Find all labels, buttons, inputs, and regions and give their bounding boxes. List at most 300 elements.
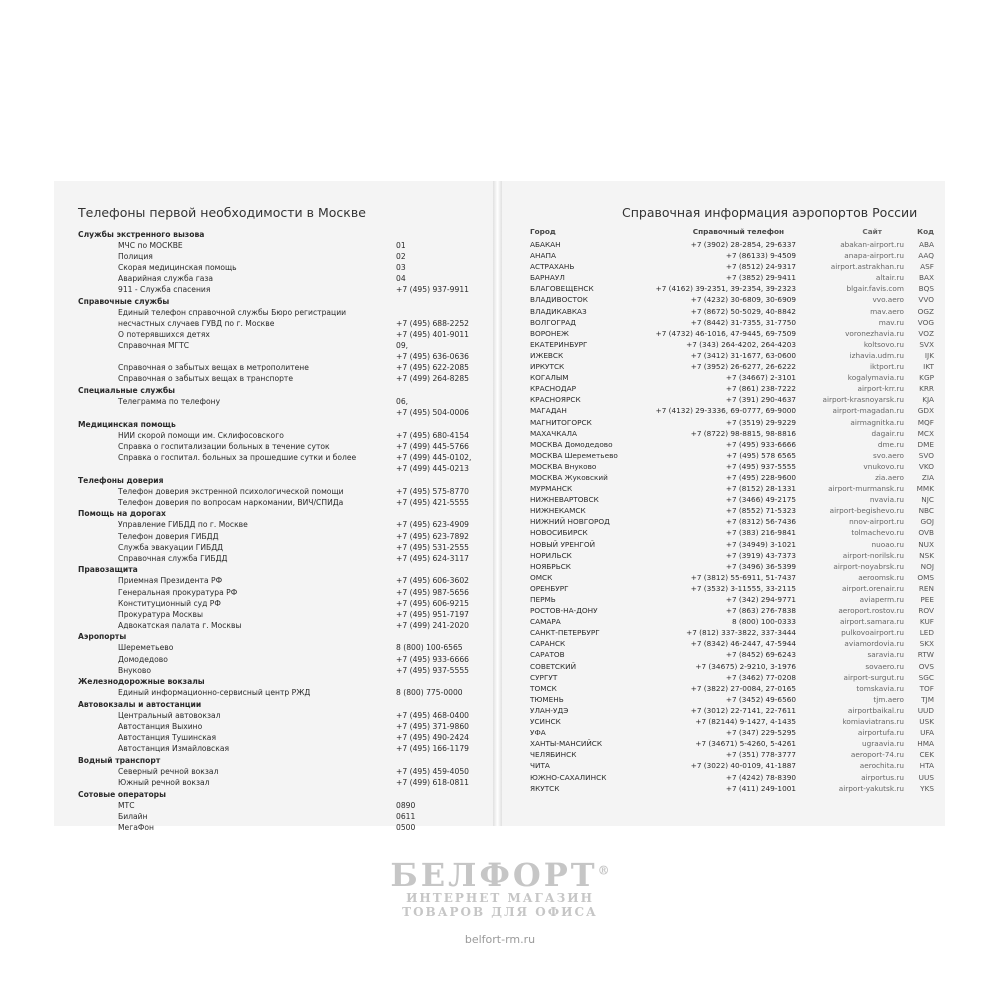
phone-entry <box>78 329 488 340</box>
service-name: Служба эвакуации ГИБДД <box>118 542 224 552</box>
airport-code: KUF <box>919 617 934 627</box>
airport-site: blgair.favis.com <box>846 284 904 294</box>
section-heading <box>78 699 488 710</box>
airport-code: OVB <box>918 528 934 538</box>
airport-city: НОЯБРЬСК <box>530 561 571 571</box>
airport-site: koltsovo.ru <box>863 339 904 349</box>
airport-row <box>530 505 934 516</box>
service-phone: +7 (499) 445-0102, <box>396 452 472 462</box>
airport-city: САМАРА <box>530 617 561 627</box>
airport-code: HMA <box>917 739 934 749</box>
airport-code: OVS <box>918 661 934 671</box>
section-title: Железнодорожные вокзалы <box>78 677 205 687</box>
airport-phone: +7 (8552) 71-5323 <box>725 506 796 516</box>
airport-row <box>530 727 934 738</box>
airport-phone: +7 (4132) 29-3336, 69-0777, 69-9000 <box>655 406 796 416</box>
service-name: Справочная о забытых вещах в метрополитене <box>118 363 309 373</box>
phone-entry <box>78 284 488 295</box>
section-title: Сотовые операторы <box>78 789 166 799</box>
airport-phone: +7 (3519) 29-9229 <box>725 417 796 427</box>
watermark-logo-text: БЕЛФОРТ <box>390 856 598 894</box>
airport-row <box>530 294 934 305</box>
airport-code: RTW <box>917 650 934 660</box>
airport-site: voronezhavia.ru <box>845 328 904 338</box>
airport-site: mav.ru <box>878 317 904 327</box>
airport-site: airport-krr.ru <box>857 384 904 394</box>
airport-city: САНКТ-ПЕТЕРБУРГ <box>530 628 600 638</box>
airport-code: UFA <box>920 728 934 738</box>
airport-site: airport.samara.ru <box>839 617 904 627</box>
airport-site: airport-murmansk.ru <box>828 484 904 494</box>
airport-site: airport-yakutsk.ru <box>838 783 904 793</box>
airport-code: VOG <box>917 317 934 327</box>
airport-city: СУРГУТ <box>530 672 558 682</box>
airport-code: SVO <box>918 450 934 460</box>
service-name: Внуково <box>118 665 152 675</box>
airport-city: ВОРОНЕЖ <box>530 328 569 338</box>
airport-site: izhavia.udm.ru <box>849 350 904 360</box>
phone-entry <box>78 710 488 721</box>
phone-entry <box>78 654 488 665</box>
airport-row <box>530 361 934 372</box>
airport-phone: +7 (8722) 98-8815, 98-8816 <box>690 428 796 438</box>
airport-city: МОСКВА Внуково <box>530 461 597 471</box>
airport-code: IJK <box>924 350 934 360</box>
airport-code: NSK <box>919 550 934 560</box>
airport-phone: +7 (3532) 3-11555, 33-2115 <box>690 583 796 593</box>
airport-city: МАГНИТОГОРСК <box>530 417 592 427</box>
airport-row <box>530 705 934 716</box>
airport-phone: +7 (8312) 56-7436 <box>725 517 796 527</box>
service-name: Скорая медицинская помощь <box>118 262 237 272</box>
airport-phone: +7 (4732) 46-1016, 47-9445, 69-7509 <box>655 328 796 338</box>
phone-entry <box>78 542 488 553</box>
service-phone: +7 (499) 618-0811 <box>396 778 470 788</box>
airport-code: PEE <box>920 595 934 604</box>
airport-row <box>530 561 934 572</box>
section-title: Аэропорты <box>78 632 127 642</box>
airport-city: НИЖНЕВАРТОВСК <box>530 495 599 505</box>
phone-entry <box>78 620 488 631</box>
airport-row <box>530 749 934 760</box>
section-heading <box>78 508 488 519</box>
phone-entry <box>78 362 488 373</box>
service-phone: +7 (495) 622-2085 <box>396 363 470 373</box>
airport-phone: +7 (34671) 5-4260, 5-4261 <box>695 739 796 749</box>
service-name: Домодедово <box>118 654 168 664</box>
airport-city: УСИНСК <box>530 717 561 727</box>
airport-city: УЛАН-УДЭ <box>530 705 569 715</box>
airport-row <box>530 649 934 660</box>
service-phone: 06, <box>396 396 409 406</box>
airport-site: aeroomsk.ru <box>858 572 904 582</box>
phone-entry <box>78 441 488 452</box>
service-name: Приемная Президента РФ <box>118 576 223 586</box>
header-phone: Справочный телефон <box>692 227 784 236</box>
airport-code: AAQ <box>918 251 934 261</box>
airport-city: БЛАГОВЕЩЕНСК <box>530 284 594 294</box>
service-name: Управление ГИБДД по г. Москве <box>118 520 248 530</box>
airport-code: BAX <box>919 273 934 283</box>
service-name: НИИ скорой помощи им. Склифосовского <box>118 430 284 440</box>
airport-code: SKX <box>919 639 934 649</box>
section-heading <box>78 676 488 687</box>
airport-site: altair.ru <box>875 273 904 283</box>
phone-entry <box>78 800 488 811</box>
section-heading <box>78 229 488 240</box>
service-phone: 8 (800) 775-0000 <box>396 688 463 698</box>
header-city: Город <box>530 227 556 236</box>
airport-phone: +7 (3822) 27-0084, 27-0165 <box>690 683 796 693</box>
service-phone: +7 (495) 680-4154 <box>396 430 470 440</box>
airport-city: НИЖНЕКАМСК <box>530 506 586 516</box>
airport-site: airport-surgut.ru <box>843 672 904 682</box>
service-name: Справка о госпитализации больных в течение суток <box>118 441 330 451</box>
airport-row <box>530 428 934 439</box>
phone-entry <box>78 553 488 564</box>
service-name: Телефон доверия по вопросам наркомании, ВИЧ/СПИДа <box>118 497 344 507</box>
section-heading <box>78 755 488 766</box>
airport-code: CEK <box>919 750 934 760</box>
airport-city: САРАНСК <box>530 639 566 649</box>
section-heading <box>78 564 488 575</box>
service-phone: +7 (495) 371-9860 <box>396 722 470 732</box>
airport-table-header <box>530 227 934 238</box>
airport-site: airportufa.ru <box>857 728 904 738</box>
airport-row <box>530 716 934 727</box>
section-title: Помощь на дорогах <box>78 509 166 519</box>
airport-site: airport-norilsk.ru <box>842 550 904 560</box>
airport-phone: +7 (8512) 24-9317 <box>725 262 796 272</box>
airport-code: REN <box>918 583 934 593</box>
airport-phone: +7 (34667) 2-3101 <box>725 373 796 383</box>
airport-row <box>530 461 934 472</box>
service-name: Аварийная служба газа <box>118 273 214 283</box>
airport-row <box>530 272 934 283</box>
section-heading <box>78 789 488 800</box>
airport-code: BQS <box>918 284 934 294</box>
service-phone: +7 (495) 421-5555 <box>396 497 470 507</box>
service-name: Справочная МГТС <box>118 340 190 350</box>
airport-site: pulkovoairport.ru <box>841 628 904 638</box>
registered-mark: ® <box>597 863 610 878</box>
phone-entry <box>78 340 488 351</box>
airport-site: svo.aero <box>872 450 904 460</box>
service-phone: +7 (495) 504-0006 <box>396 408 470 417</box>
airport-phone: +7 (34675) 2-9210, 3-1976 <box>695 661 796 671</box>
airport-phone: +7 (3812) 55-6911, 51-7437 <box>690 572 796 582</box>
airport-row <box>530 383 934 394</box>
airport-city: САРАТОВ <box>530 650 565 660</box>
section-title: Правозащита <box>78 565 138 575</box>
airport-site: zia.aero <box>875 472 904 482</box>
right-page <box>502 181 945 826</box>
section-title: Справочные службы <box>78 296 170 306</box>
airport-city: РОСТОВ-НА-ДОНУ <box>530 606 598 616</box>
phone-entry <box>78 721 488 732</box>
airport-phone: +7 (8152) 28-1331 <box>725 484 796 494</box>
airport-row <box>530 627 934 638</box>
airport-row <box>530 417 934 428</box>
service-name: Автостанция Тушинская <box>118 733 217 743</box>
phone-entry <box>78 486 488 497</box>
service-name: 911 - Служба спасения <box>118 284 211 294</box>
phone-entry <box>78 777 488 788</box>
service-name: МЧС по МОСКВЕ <box>118 240 183 250</box>
airport-phone: +7 (34949) 3-1021 <box>725 539 796 549</box>
service-phone: +7 (495) 490-2424 <box>396 733 470 743</box>
airport-row <box>530 572 934 583</box>
section-title: Специальные службы <box>78 385 176 395</box>
airport-site: aviaperm.ru <box>859 595 904 604</box>
airport-site: sovaero.ru <box>865 661 904 671</box>
airport-row <box>530 317 934 328</box>
airport-city: ЮЖНО-САХАЛИНСК <box>530 772 607 782</box>
airport-site: saravia.ru <box>867 650 904 660</box>
airport-code: KRR <box>919 384 934 394</box>
airport-site: airportbaikal.ru <box>847 705 904 715</box>
section-title: Автовокзалы и автостанции <box>78 699 202 709</box>
airport-code: NJC <box>921 495 934 505</box>
airport-city: ОРЕНБУРГ <box>530 583 569 593</box>
left-page-title: Телефоны первой необходимости в Москве <box>78 205 366 220</box>
airport-city: КРАСНОЯРСК <box>530 395 581 405</box>
airport-phone: +7 (3462) 77-0208 <box>725 672 796 682</box>
service-phone: +7 (495) 459-4050 <box>396 767 470 776</box>
airport-site: iktport.ru <box>869 362 904 372</box>
airport-city: ЧЕЛЯБИНСК <box>530 750 577 760</box>
airport-site: nuoao.ru <box>871 539 904 549</box>
service-phone: +7 (499) 241-2020 <box>396 620 470 630</box>
phone-entry <box>78 497 488 508</box>
airport-code: LED <box>919 628 934 638</box>
service-name: Автостанция Измайловская <box>118 744 230 754</box>
airport-phone: +7 (495) 228-9600 <box>725 472 796 482</box>
page-gutter <box>493 181 502 826</box>
airport-code: USK <box>919 717 934 727</box>
airport-site: aeroport-74.ru <box>850 750 904 760</box>
airport-row <box>530 450 934 461</box>
airport-phone: +7 (8442) 31-7355, 31-7750 <box>690 317 796 327</box>
airport-site: tjm.aero <box>873 694 904 704</box>
airport-row <box>530 661 934 672</box>
airport-phone: +7 (86133) 9-4509 <box>725 251 796 261</box>
service-name: Единый телефон справочной службы Бюро регистрации <box>118 307 347 317</box>
airport-phone: +7 (351) 778-3777 <box>725 750 796 760</box>
airport-row <box>530 483 934 494</box>
airport-phone: +7 (812) 337-3822, 337-3444 <box>686 628 796 638</box>
airport-city: АНАПА <box>530 251 556 261</box>
phone-entry <box>78 407 488 418</box>
airport-row <box>530 350 934 361</box>
airport-code: NBC <box>918 506 934 516</box>
airport-site: komiaviatrans.ru <box>842 717 904 727</box>
airport-site: ugraavia.ru <box>862 739 904 749</box>
airport-code: YKS <box>920 783 934 793</box>
airport-code: TJM <box>921 694 934 704</box>
section-heading <box>78 296 488 307</box>
airport-code: KJA <box>922 395 934 405</box>
phone-entry <box>78 251 488 262</box>
service-phone: +7 (495) 636-0636 <box>396 352 470 362</box>
airport-row <box>530 683 934 694</box>
service-name: Телефон доверия ГИБДД <box>118 531 219 541</box>
airport-site: dme.ru <box>877 439 904 449</box>
service-phone: +7 (495) 688-2252 <box>396 318 470 328</box>
airport-code: ZIA <box>921 472 934 482</box>
airport-city: МАХАЧКАЛА <box>530 428 577 438</box>
section-title: Медицинская помощь <box>78 419 176 429</box>
airport-site: tolmachevo.ru <box>851 528 904 538</box>
phone-entry <box>78 743 488 754</box>
airport-phone: +7 (342) 294-9771 <box>725 595 796 604</box>
airport-phone: +7 (411) 249-1001 <box>725 783 796 793</box>
airport-site: airmagnitka.ru <box>850 417 904 427</box>
airport-site: anapa-airport.ru <box>844 251 904 261</box>
airport-code: UUD <box>917 705 934 715</box>
airport-phone: +7 (3902) 28-2854, 29-6337 <box>690 240 796 249</box>
airport-site: nvavia.ru <box>869 495 904 505</box>
service-name: Северный речной вокзал <box>118 767 219 776</box>
airport-phone: +7 (8342) 46-2447, 47-5944 <box>690 639 796 649</box>
phone-entry <box>78 351 488 362</box>
airport-phone: +7 (4242) 78-8390 <box>725 772 796 782</box>
airport-phone: +7 (863) 276-7838 <box>725 606 796 616</box>
airport-site: airport-magadan.ru <box>832 406 904 416</box>
airport-phone: +7 (3852) 29-9411 <box>725 273 796 283</box>
service-phone: 01 <box>396 240 406 250</box>
airport-row <box>530 772 934 783</box>
airport-code: VVO <box>918 295 934 305</box>
airport-site: airport.orenair.ru <box>842 583 904 593</box>
service-phone: 04 <box>396 273 406 283</box>
service-phone: 03 <box>396 262 406 272</box>
airport-city: УФА <box>530 728 546 738</box>
airport-row <box>530 616 934 627</box>
airport-city: БАРНАУЛ <box>530 273 565 283</box>
left-page <box>54 181 493 832</box>
airport-code: OGZ <box>917 306 934 316</box>
airport-phone: +7 (495) 933-6666 <box>725 439 796 449</box>
airport-code: OMS <box>917 572 934 582</box>
service-name: Билайн <box>118 811 148 821</box>
airport-code: TOF <box>919 683 934 693</box>
airport-city: КОГАЛЫМ <box>530 373 569 383</box>
airport-row <box>530 328 934 339</box>
service-phone: +7 (495) 623-7892 <box>396 531 470 541</box>
service-name: Телеграмма по телефону <box>118 396 221 406</box>
airport-phone: +7 (495) 937-5555 <box>725 461 796 471</box>
airport-site: abakan-airport.ru <box>840 240 904 249</box>
airport-city: МУРМАНСК <box>530 484 573 494</box>
airport-city: НОРИЛЬСК <box>530 550 572 560</box>
service-phone: +7 (495) 531-2555 <box>396 542 470 552</box>
service-name: МегаФон <box>118 822 155 832</box>
airport-city: МАГАДАН <box>530 406 567 416</box>
airport-code: SGC <box>918 672 934 682</box>
phone-entry <box>78 811 488 822</box>
airport-phone: +7 (383) 216-9841 <box>725 528 796 538</box>
section-title: Водный транспорт <box>78 755 161 765</box>
airport-phone: +7 (3412) 31-1677, 63-0600 <box>690 350 796 360</box>
airport-code: VOZ <box>918 328 934 338</box>
airport-code: VKO <box>918 461 934 471</box>
header-code: Код <box>917 227 934 236</box>
airport-code: DME <box>917 439 934 449</box>
phone-entry <box>78 430 488 441</box>
airport-phone: +7 (347) 229-5295 <box>725 728 796 738</box>
service-phone: +7 (495) 166-1179 <box>396 744 470 754</box>
airport-row <box>530 672 934 683</box>
phone-entry <box>78 687 488 698</box>
phone-entry <box>78 766 488 777</box>
service-name: Центральный автовокзал <box>118 711 221 721</box>
airport-code: ABA <box>919 240 934 249</box>
airport-city: ИЖЕВСК <box>530 350 564 360</box>
airport-site: aeroport.rostov.ru <box>838 606 904 616</box>
airport-phone: +7 (495) 578 6565 <box>726 450 796 460</box>
phone-entry <box>78 575 488 586</box>
service-name: несчастных случаев ГУВД по г. Москве <box>118 318 275 328</box>
phone-entry <box>78 587 488 598</box>
airport-site: dagair.ru <box>871 428 904 438</box>
airport-row <box>530 439 934 450</box>
airport-table <box>530 239 934 794</box>
airport-phone: +7 (391) 290-4637 <box>725 395 796 405</box>
header-site: Сайт <box>862 227 882 236</box>
airport-code: SVX <box>919 339 934 349</box>
airport-city: МОСКВА Домодедово <box>530 439 613 449</box>
service-name: Шереметьево <box>118 643 174 653</box>
airport-city: ЕКАТЕРИНБУРГ <box>530 339 588 349</box>
airport-code: GOJ <box>920 517 934 527</box>
airport-phone: +7 (861) 238-7222 <box>725 384 796 394</box>
watermark-line1: ИНТЕРНЕТ МАГАЗИН <box>406 891 594 905</box>
airport-site: airport-krasnoyarsk.ru <box>822 395 904 405</box>
airport-row <box>530 372 934 383</box>
airport-row <box>530 594 934 605</box>
airport-city: ХАНТЫ-МАНСИЙСК <box>530 739 603 749</box>
watermark-url: belfort-rm.ru <box>464 933 536 946</box>
airport-row <box>530 783 934 794</box>
service-name: Генеральная прокуратура РФ <box>118 587 238 597</box>
service-name: Справочная служба ГИБДД <box>118 553 228 563</box>
airport-city: ИРКУТСК <box>530 362 565 372</box>
airport-phone: +7 (4232) 30-6809, 30-6909 <box>690 295 796 305</box>
phone-entry <box>78 531 488 542</box>
service-phone: +7 (495) 937-5555 <box>396 665 470 675</box>
service-phone: 0500 <box>396 822 416 832</box>
airport-code: ASF <box>920 262 934 272</box>
airport-phone: +7 (8452) 69-6243 <box>725 650 796 660</box>
airport-code: NOJ <box>920 561 934 571</box>
right-page-title: Справочная информация аэропортов России <box>622 205 918 220</box>
airport-phone: +7 (3466) 49-2175 <box>725 495 796 505</box>
airport-phone: +7 (8672) 50-5029, 40-8842 <box>690 306 796 316</box>
section-heading <box>78 385 488 396</box>
service-phone: +7 (495) 951-7197 <box>396 609 470 619</box>
airport-site: airport.astrakhan.ru <box>830 262 904 272</box>
airport-row <box>530 550 934 561</box>
service-name: Южный речной вокзал <box>118 778 210 788</box>
airport-phone: +7 (3022) 40-0109, 41-1887 <box>690 761 796 771</box>
airport-code: MQF <box>917 417 934 427</box>
airport-row <box>530 339 934 350</box>
airport-city: ТЮМЕНЬ <box>530 694 564 704</box>
airport-city: ТОМСК <box>530 683 557 693</box>
phone-entry <box>78 240 488 251</box>
airport-phone: +7 (3952) 26-6277, 26-6222 <box>690 362 796 372</box>
